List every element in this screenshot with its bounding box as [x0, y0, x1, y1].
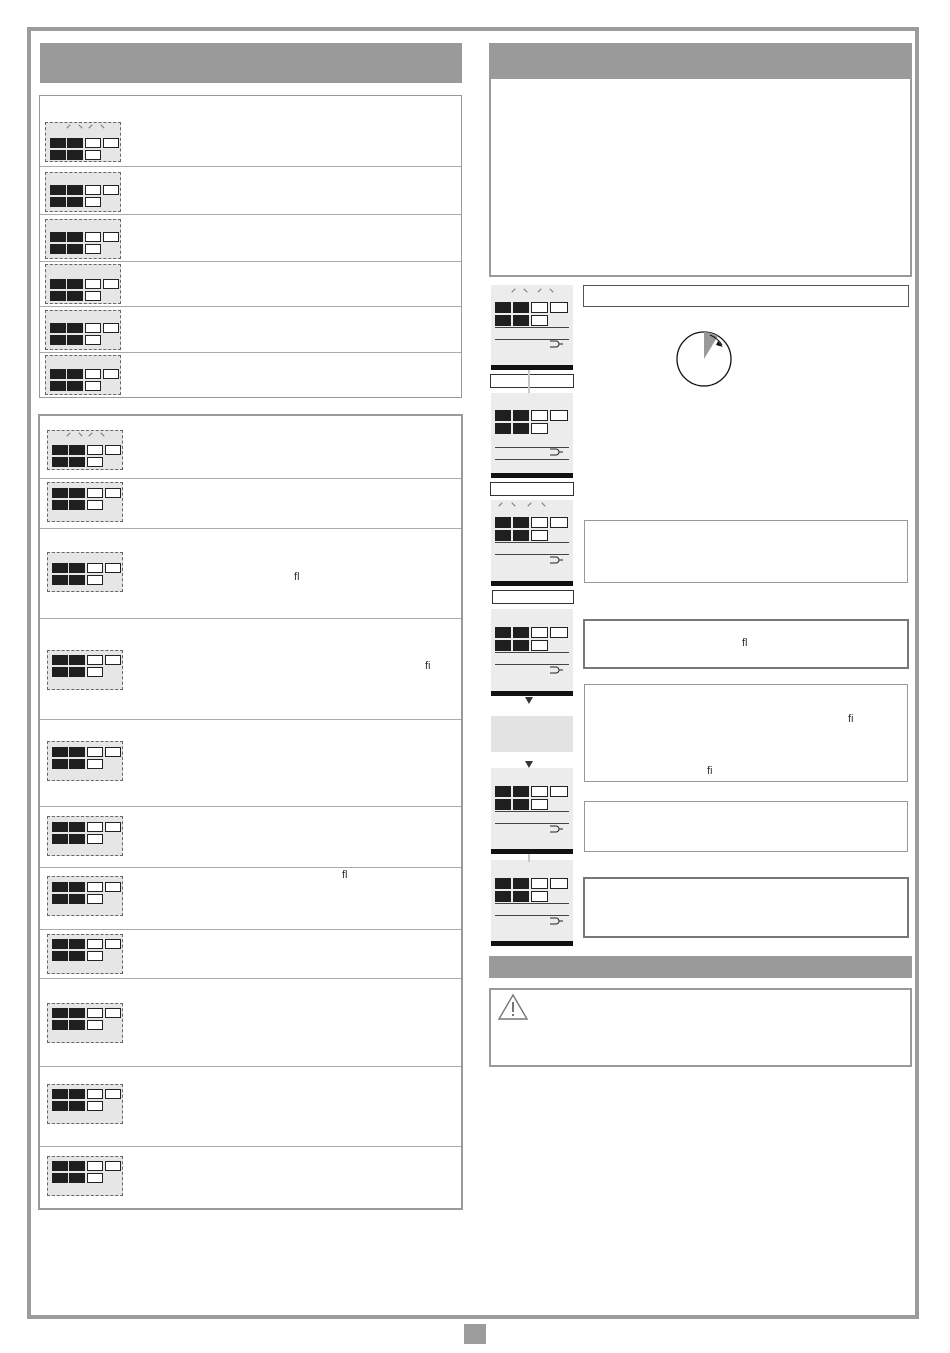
lcd-display-icon	[47, 552, 123, 592]
table-row	[40, 306, 461, 353]
indicator-table-1	[39, 95, 462, 398]
ligature-mark: ﬂ	[342, 869, 348, 881]
display-panel-step-4	[491, 609, 573, 696]
page-number-tab	[464, 1324, 486, 1344]
flow-connector	[528, 854, 530, 862]
lcd-display-icon	[47, 1084, 123, 1124]
flow-arrow-icon	[525, 697, 533, 704]
table-row	[40, 478, 461, 529]
display-panel-step-2	[491, 393, 573, 478]
display-panel-step-3	[491, 500, 573, 586]
warning-section-header	[489, 956, 912, 978]
lcd-display-icon	[45, 122, 121, 162]
lcd-display-icon	[47, 741, 123, 781]
step-description-box	[584, 520, 908, 583]
plug-icon	[549, 556, 563, 564]
table-row	[40, 618, 461, 720]
ligature-mark: ﬂ	[294, 571, 300, 583]
lcd-display-icon	[45, 355, 121, 395]
display-panel-step-5	[491, 768, 573, 854]
step-caption-box	[583, 285, 909, 307]
timer-dial-icon	[674, 329, 734, 389]
step-description-box	[584, 801, 908, 852]
lcd-display-icon	[47, 650, 123, 690]
lcd-display-icon	[45, 172, 121, 212]
right-section-header	[489, 43, 912, 79]
lcd-display-icon	[47, 816, 123, 856]
flow-connector	[528, 370, 530, 394]
plug-icon	[549, 666, 563, 674]
flow-arrow-icon	[525, 761, 533, 768]
step-label-box	[492, 590, 574, 604]
ligature-mark: ﬁ	[707, 765, 713, 777]
table-row	[40, 352, 461, 397]
table-row	[40, 1066, 461, 1147]
step-label-box	[490, 374, 574, 388]
indicator-table-2	[38, 414, 463, 1210]
lcd-display-icon	[45, 310, 121, 350]
step-description-box	[584, 684, 908, 782]
lcd-display-icon	[47, 482, 123, 522]
plug-icon	[549, 917, 563, 925]
warning-box	[489, 988, 912, 1067]
step-label-box	[490, 482, 574, 496]
warning-triangle-icon	[497, 993, 529, 1021]
lcd-display-icon	[45, 219, 121, 259]
display-panel-step-6	[491, 860, 573, 946]
plug-icon	[549, 340, 563, 348]
table-row	[40, 806, 461, 868]
right-intro-box	[489, 79, 912, 277]
table-row	[40, 1146, 461, 1208]
lcd-display-icon	[47, 1003, 123, 1043]
lcd-display-icon	[45, 264, 121, 304]
lcd-display-icon	[47, 876, 123, 916]
table-row	[40, 528, 461, 619]
step-description-box	[583, 877, 909, 938]
table-row	[40, 166, 461, 215]
intermediate-step-box	[491, 716, 573, 752]
ligature-mark: ﬁ	[848, 713, 854, 725]
table-row	[40, 261, 461, 307]
plug-icon	[549, 448, 563, 456]
lcd-display-icon	[47, 934, 123, 974]
table-row	[40, 929, 461, 979]
table-row	[40, 719, 461, 807]
step-description-box	[583, 619, 909, 669]
lcd-display-icon	[47, 430, 123, 470]
lcd-display-icon	[47, 1156, 123, 1196]
table-row	[40, 214, 461, 262]
table-row	[40, 96, 461, 167]
ligature-mark: ﬂ	[742, 637, 748, 649]
ligature-mark: ﬁ	[425, 660, 431, 672]
plug-icon	[549, 825, 563, 833]
left-section-header	[40, 43, 462, 83]
table-row	[40, 416, 461, 479]
table-row	[40, 867, 461, 930]
display-panel-step-1	[491, 285, 573, 370]
table-row	[40, 978, 461, 1067]
